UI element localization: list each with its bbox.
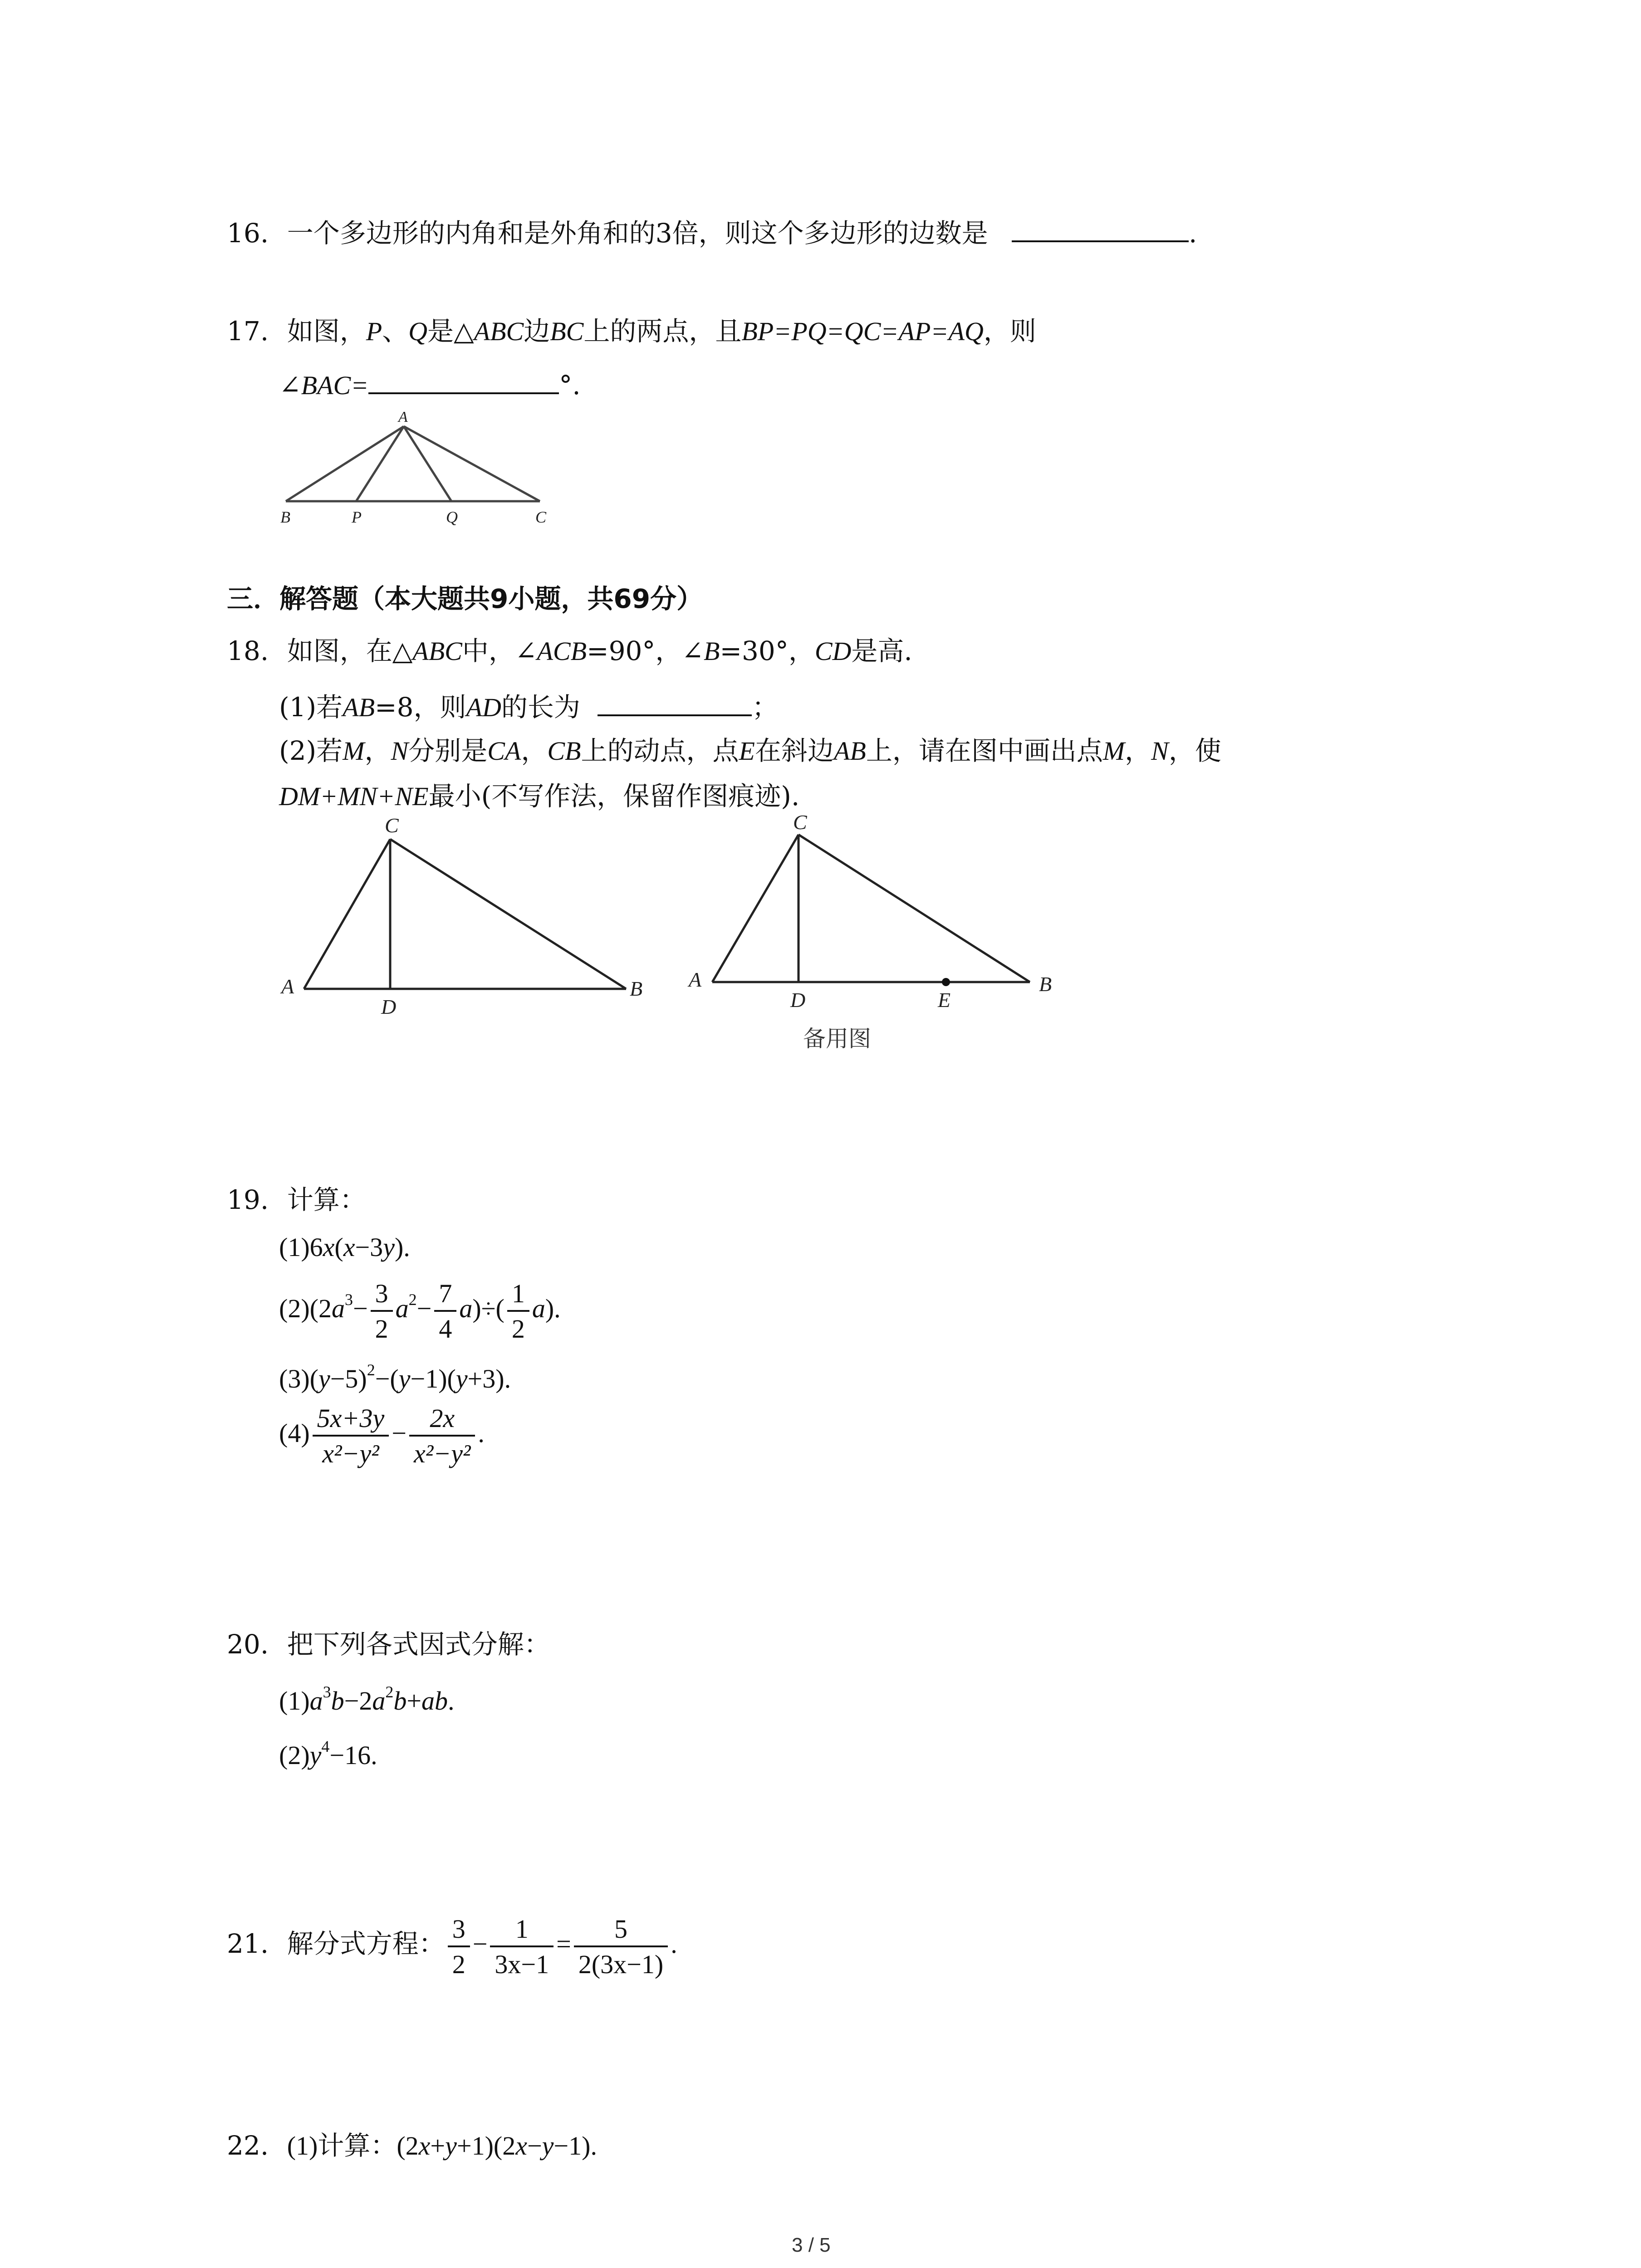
q19-number: 19. (227, 1184, 269, 1215)
q17-p: P (366, 317, 382, 346)
q19-p3-t3: −1)( (410, 1364, 456, 1393)
question-22 (227, 2127, 597, 2164)
q19-p2-minus2: − (416, 1294, 432, 1323)
q19-p1-x: x (323, 1232, 335, 1262)
q19-p2-mid: )÷( (472, 1294, 505, 1323)
q18-p1-ab: AB (343, 693, 375, 722)
q19-p3-t2: −( (375, 1364, 399, 1393)
q18-p2-c2: ， (521, 735, 548, 766)
q20-p2-t: −16. (329, 1740, 377, 1770)
q20-p2-y: y (309, 1740, 322, 1770)
q19-p2-frac2 (434, 1279, 456, 1344)
q18-backup-label-d: D (790, 988, 806, 1012)
q18-acb: ACB (537, 636, 587, 666)
q21-minus: − (472, 1929, 488, 1959)
question-17-line2 (279, 365, 581, 404)
question-18 (227, 633, 912, 670)
q17-text3: 边 (524, 316, 550, 347)
q18-p2-n: N (391, 736, 409, 766)
q17-equation: BP=PQ=QC=AP=AQ (741, 317, 984, 346)
q17-triangle-figure (272, 404, 554, 526)
q20-p1-pre: (1) (279, 1686, 310, 1716)
q18-p1-text: (1)若 (279, 692, 343, 723)
question-19 (227, 1182, 366, 1218)
q19-p2-frac1-den: 2 (375, 1314, 388, 1344)
q18-number: 18. (227, 635, 269, 666)
q18-p2-t1: 分别是 (408, 735, 488, 766)
question-21 (227, 1910, 677, 1979)
q20-p1-a1: a (309, 1686, 323, 1716)
q19-p2-frac1 (371, 1279, 393, 1344)
q19-p4-frac1-num: 5x+3y (313, 1404, 389, 1437)
q18-answer-blank[interactable] (598, 687, 752, 716)
page-number: 3 / 5 (792, 2234, 831, 2256)
q17-sep: 、 (382, 316, 409, 347)
q17-text2: 是△ (427, 316, 474, 347)
q18-main-label-b: B (630, 977, 643, 1000)
q22-pre: (1)计算：(2 (287, 2131, 419, 2160)
q19-p2-frac2-num: 7 (434, 1279, 456, 1312)
q21-equation (445, 1914, 677, 1979)
q19-p2-frac3-den: 2 (511, 1314, 525, 1344)
q19-p1-open: ( (334, 1232, 343, 1262)
q18-abc: ABC (412, 636, 462, 666)
q17-bc: BC (550, 317, 584, 346)
q17-text: 如图， (287, 316, 366, 347)
q20-part1 (279, 1683, 455, 1719)
q19-p3-t1: −5) (330, 1364, 367, 1393)
question-16 (227, 213, 1197, 251)
q18-backup-label-a: A (689, 968, 702, 991)
q17-text4: 上的两点，且 (583, 316, 742, 347)
q17-abc: ABC (474, 317, 524, 346)
q18-p2-ca: CA (487, 736, 521, 766)
q18-p2-text: (2)若 (279, 735, 343, 766)
q21-frac3-num: 5 (574, 1915, 668, 1947)
q19-p2-exp3: 3 (344, 1290, 353, 1309)
q20-p2-pre: (2) (279, 1740, 310, 1770)
q19-p2-end: ). (545, 1294, 561, 1323)
q21-equals: = (556, 1929, 571, 1959)
q18-p2-t5: ，使 (1168, 735, 1221, 766)
q18-p2-expression: DM+MN+NE (279, 782, 429, 811)
q21-frac1 (448, 1915, 470, 1979)
q19-p4-frac1 (313, 1404, 389, 1468)
q18-p2-t4: 上，请在图中画出点 (866, 735, 1103, 766)
q18-p1-ad: AD (466, 693, 501, 722)
q19-p4-frac2 (409, 1404, 475, 1468)
q18-backup-label-b: B (1039, 973, 1052, 996)
section-3-title: 三．解答题（本大题共9小题，共69分） (227, 583, 703, 614)
q18-backup-label-c: C (793, 812, 807, 834)
question-17 (227, 313, 1036, 350)
q18-main-label-c: C (385, 814, 399, 837)
q22-number: 22. (227, 2130, 269, 2161)
q19-part3 (279, 1361, 511, 1397)
q19-p1-close: ). (394, 1232, 410, 1262)
q18-p2-n2: N (1151, 736, 1169, 766)
question-18-part2 (279, 733, 1221, 769)
q19-p2-a2: a (395, 1294, 409, 1323)
q18-p2-c3: ， (1125, 735, 1151, 766)
q21-frac2-num: 1 (490, 1915, 554, 1947)
q18-p2-t6: 最小(不写作法，保留作图痕迹). (428, 781, 800, 811)
q19-p4-frac2-den: x²−y² (413, 1438, 471, 1468)
q17-angle-symbol: ∠ (279, 370, 301, 401)
q20-p1-b2: b (393, 1686, 407, 1716)
q19-p4-frac2-num: 2x (409, 1404, 475, 1437)
q18-point-e (942, 978, 950, 986)
q18-p2-c1: ， (364, 735, 391, 766)
q18-p2-cb: CB (547, 736, 581, 766)
q18-p2-ab: AB (833, 736, 866, 766)
q18-p2-t3: 在斜边 (754, 735, 834, 766)
q21-frac2-den: 3x−1 (495, 1949, 549, 1979)
q21-end: . (671, 1929, 677, 1959)
q19-p2-frac3-num: 1 (507, 1279, 529, 1312)
q18-cd: CD (814, 636, 852, 666)
q21-frac3-den: 2(3x−1) (578, 1949, 664, 1979)
q18-p2-e: E (739, 736, 755, 766)
q18-text2: 中，∠ (462, 635, 537, 666)
q22-t2: +1)(2 (456, 2131, 516, 2160)
q19-p3-y2: y (398, 1364, 411, 1393)
q19-p4-end: . (478, 1418, 485, 1448)
q22-y2: y (542, 2131, 554, 2160)
q19-p3-y1: y (318, 1364, 330, 1393)
question-18-part2-line2 (279, 778, 799, 815)
q16-text: 一个多边形的内角和是外角和的3倍，则这个多边形的边数是 (287, 218, 988, 249)
q16-end: . (1189, 218, 1197, 249)
q17-answer-blank[interactable] (368, 365, 559, 394)
q19-p3-y3: y (456, 1364, 468, 1393)
q17-label-b: B (280, 508, 290, 526)
q17-label-c: C (535, 508, 547, 526)
q18-p1-mid: =8，则 (375, 692, 466, 723)
q18-triangle-main (304, 839, 626, 989)
q18-p2-m: M (343, 736, 365, 766)
q18-text3: =90°，∠ (587, 635, 704, 666)
q18-p1-end: ； (752, 692, 779, 723)
q22-t1: + (430, 2131, 446, 2160)
q18-backup-label-e: E (938, 988, 951, 1012)
q17-degree: °. (559, 370, 581, 401)
q19-part1 (279, 1229, 410, 1266)
q22-t3: − (527, 2131, 542, 2160)
q18-b: B (704, 636, 720, 666)
q20-p1-ab: ab (421, 1686, 448, 1716)
q20-p1-e1: 3 (323, 1683, 331, 1701)
q19-p2-frac2-den: 4 (439, 1314, 452, 1344)
q17-label-p: P (352, 508, 362, 526)
q18-text5: 是高. (851, 635, 912, 666)
q19-p4-minus: − (392, 1418, 407, 1448)
q18-p1-post: 的长为 (501, 692, 580, 723)
q19-p4-frac1-den: x²−y² (322, 1438, 379, 1468)
q19-p3-t4: +3). (467, 1364, 511, 1393)
q18-p2-t2: 上的动点，点 (581, 735, 739, 766)
q19-p2-frac3 (507, 1279, 529, 1344)
q21-frac1-den: 2 (452, 1949, 465, 1979)
q18-main-label-a: A (281, 975, 294, 998)
q16-number: 16. (227, 218, 269, 249)
q20-p1-e2: 2 (385, 1683, 394, 1701)
q16-answer-blank[interactable] (1012, 213, 1189, 242)
q18-main-label-d: D (381, 995, 397, 1018)
q20-part2 (279, 1737, 377, 1774)
q18-p2-m2: M (1102, 736, 1125, 766)
q19-p1-pre: (1)6 (279, 1232, 323, 1262)
q17-label-a: A (398, 409, 408, 425)
q19-title: 计算： (287, 1184, 366, 1215)
q18-triangle-figures (272, 812, 1102, 1066)
q19-p4-pre: (4) (279, 1418, 310, 1448)
q17-label-q: Q (446, 508, 458, 526)
q19-p2-pre: (2)(2 (279, 1294, 332, 1323)
q20-p1-b1: b (331, 1686, 344, 1716)
q22-x1: x (418, 2131, 431, 2160)
q19-p1-y: y (383, 1232, 395, 1262)
q17-text5: ，则 (983, 316, 1036, 347)
q20-title: 把下列各式因式分解： (287, 1629, 550, 1660)
q19-p2-a4: a (532, 1294, 545, 1323)
q19-p3-exp: 2 (367, 1361, 375, 1379)
q19-p2-a: a (331, 1294, 345, 1323)
q20-number: 20. (227, 1629, 269, 1660)
question-20 (227, 1626, 550, 1662)
q20-p1-t2: + (407, 1686, 422, 1716)
q21-frac2 (490, 1915, 554, 1979)
q21-frac3 (574, 1915, 668, 1979)
q22-x2: x (515, 2131, 527, 2160)
q19-p2-exp2: 2 (408, 1290, 417, 1309)
q19-p2-a3: a (459, 1294, 473, 1323)
q19-p1-minus: −3 (355, 1232, 383, 1262)
q19-p3-pre: (3)( (279, 1364, 318, 1393)
q18-text4: =30°， (720, 635, 815, 666)
q19-part2 (279, 1277, 561, 1344)
q21-frac1-num: 3 (448, 1915, 470, 1947)
q19-p2-frac1-num: 3 (371, 1279, 393, 1312)
q22-y1: y (445, 2131, 457, 2160)
q19-p2-minus1: − (353, 1294, 368, 1323)
question-18-part1 (279, 687, 778, 726)
q21-number: 21. (227, 1928, 269, 1959)
q17-number: 17. (227, 316, 269, 347)
q22-t4: −1). (554, 2131, 597, 2160)
q18-backup-caption: 备用图 (803, 1026, 871, 1052)
q21-title: 解分式方程： (287, 1928, 445, 1959)
q19-part4 (279, 1402, 485, 1468)
q20-p1-end: . (448, 1686, 455, 1716)
q19-p1-x2: x (343, 1232, 355, 1262)
q20-p2-e: 4 (321, 1737, 330, 1756)
q17-q: Q (408, 317, 428, 346)
q17-angle: BAC= (301, 371, 369, 400)
q20-p1-a2: a (372, 1686, 386, 1716)
q18-text: 如图，在△ (287, 635, 413, 666)
q20-p1-t1: −2 (344, 1686, 372, 1716)
q18-triangle-backup (712, 835, 1030, 982)
